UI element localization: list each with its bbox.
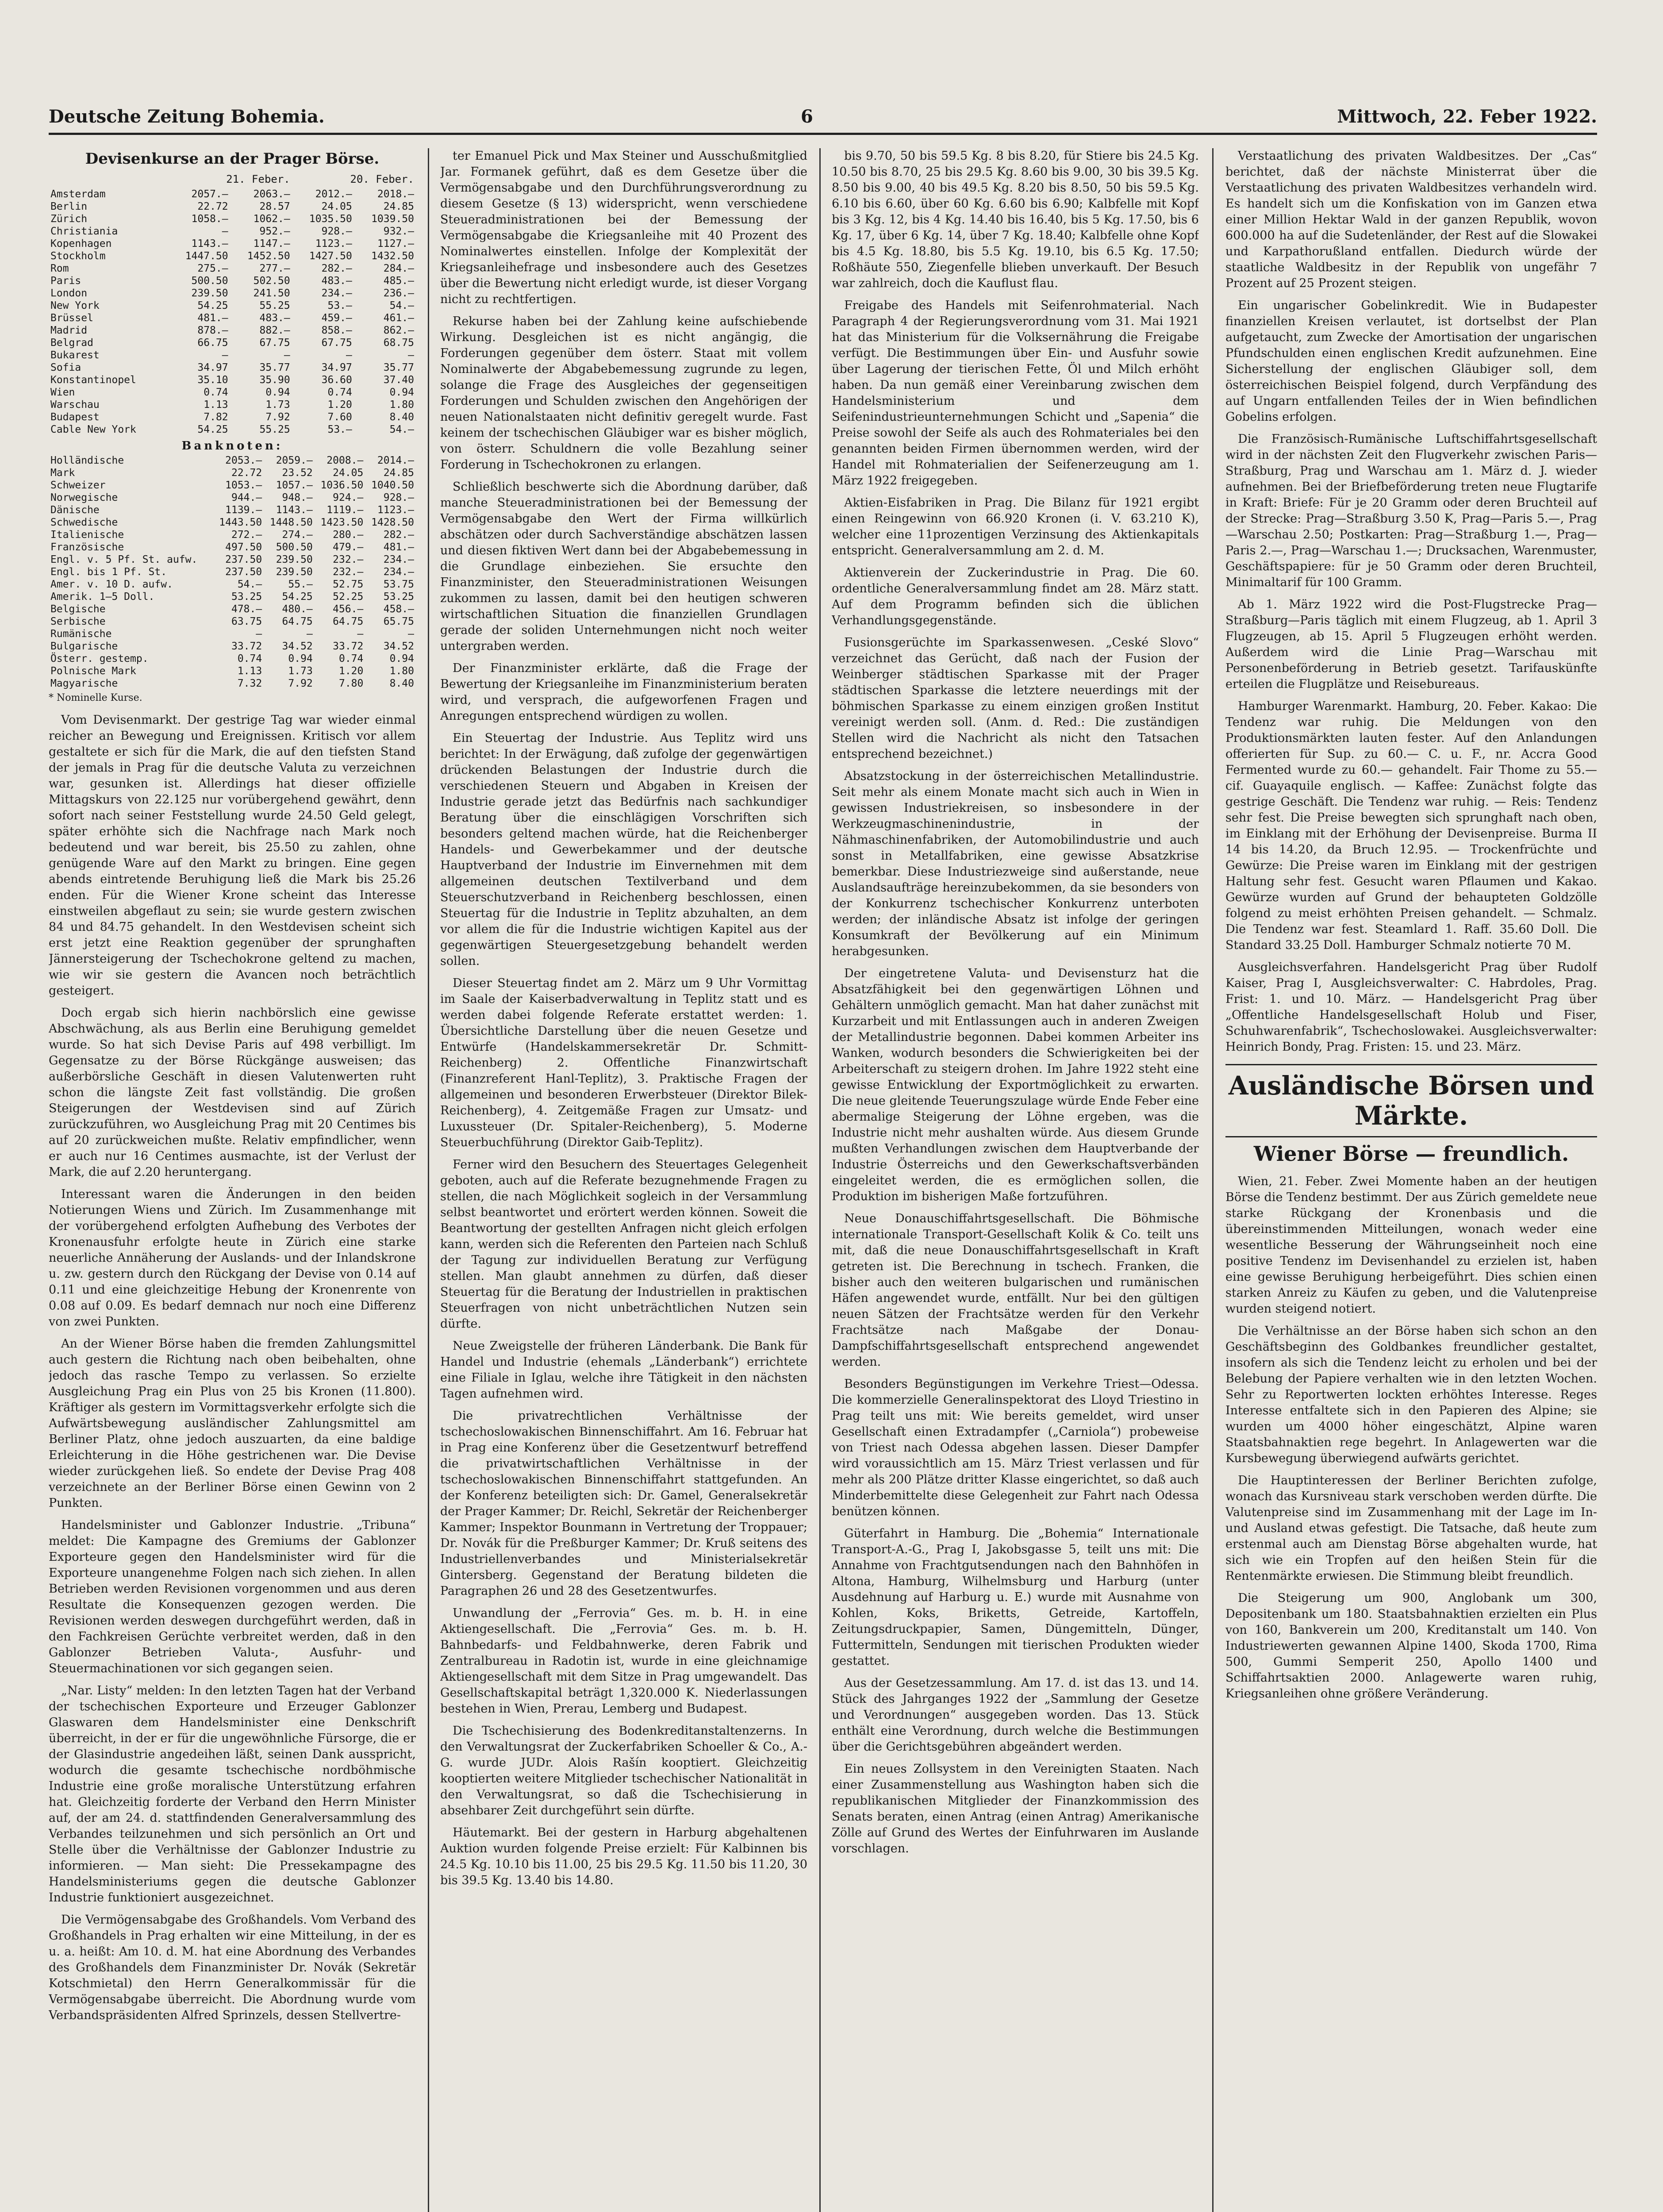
rate-value: 54.25 — [282, 591, 313, 603]
article-paragraph: Handelsminister und Gablonzer Industrie. „Tribuna“ meldet: Die Kampagne des Gremiums der Gablonzer Exporteure gegen den Handelsminister wird für die Exporteure unangenehme Folgen nach sich ziehen. In allen Betrieben werden Revisionen vorgenommen und aus deren Resultate die Konsequenzen gezogen werden. Die Revisionen werden deswegen durchgeführt werden, daß in den Fachkreisen Gerüchte verbreitet werden, daß in den Gablonzer Betrieben Valuta-, Ausfuhr- und Steuermachinationen vor sich gegangen seien. — [49, 1518, 416, 1675]
rate-value: 483.— — [321, 275, 352, 287]
rate-value: 1036.50 — [320, 480, 364, 491]
rate-value: 1.80 — [389, 399, 414, 411]
rate-value: 932.— — [383, 226, 414, 237]
issue-date: Mittwoch, 22. Feber 1922. — [1337, 106, 1597, 127]
rate-value: 55.25 — [259, 300, 290, 311]
rate-value: 1040.50 — [371, 480, 414, 491]
article-paragraph: Hamburger Warenmarkt. Hamburg, 20. Feber. Kakao: Die Tendenz war ruhig. Die Meldungen von den Produktionsmärkten lauten fester. Auf den Anlandungen offerierten für Sup. zu 60.— C. u. F., nr. Accra Good Fermented wurde zu 60.— gehandelt. Fair Thome zu 55.— cif. Guayaquile englisch. — Kaffee: Zunächst folgte das gestrige Geschäft. Die Tendenz war ruhig. — Reis: Tendenz sehr fest. Die Preise bewegten sich sprunghaft nach oben, im Einklang mit der Erhöhung der Devisenpreise. Burma II 14 bis 14.20, da Bruch 12.95. — Trockenfrüchte und Gewürze: Die Preise waren im Einklang mit der gestrigen Haltung sehr fest. Gesucht waren Pflaumen und Kakao. Gewürze wurden auf Grund der behaupteten Goldzölle folgend zu meist erhöhten Preisen gehandelt. — Schmalz. Die Tendenz war fest. Steamlard 1. Raff. 35.60 Doll. Die Standard 33.25 Doll. Hamburger Schmalz notierte 70 M. — [1225, 699, 1597, 952]
currency-name: Italienische — [50, 529, 124, 541]
rate-value: 239.50 — [191, 288, 228, 299]
rate-value: 948.— — [282, 492, 313, 503]
rate-value: 2053.— — [225, 455, 262, 466]
rate-value: 0.74 — [327, 387, 352, 398]
currency-name: Warschau — [50, 399, 100, 411]
rate-row — [49, 677, 416, 690]
rate-row — [49, 653, 416, 665]
rate-row — [49, 479, 416, 492]
article-paragraph: Die Hauptinteressen der Berliner Berichten zufolge, wonach das Kursniveau stark verschoben werden dürfte. Die Valutenpreise sind im Zusammenhang mit der Lage im In- und Ausland etwas gefestigt. Die Tatsache, daß heute zum erstenmal auch am Dienstag Börse abgehalten wurde, hat sich wie ein Tropfen auf den heißen Stein für die Rentenmärkte erwiesen. Die Stimmung bleibt freundlich. — [1225, 1474, 1597, 1583]
rate-value: 53.25 — [231, 591, 262, 603]
rate-value: 878.— — [197, 325, 228, 336]
rate-value: 53.— — [327, 424, 352, 435]
currency-name: Cable New York — [50, 424, 136, 435]
rate-value: 2018.— — [377, 188, 414, 200]
rate-row — [49, 566, 416, 578]
article-paragraph: Freigabe des Handels mit Seifenrohmaterial. Nach Paragraph 4 der Regierungsverordnung vom 31. Mai 1921 hat das Ministerium für die Volksernährung die Freigabe verfügt. Die Bestimmungen über Ein- und Ausfuhr sowie über Lagerung der tierischen Fette, Öl und Milch erhöht haben. Da nun gemäß einer Vereinbarung zwischen dem Handelsministerium und dem Seifenindustrieunternehmungen Schicht und „Sapenia“ die Preise sowohl der Seife als auch des Rohmateriales bei den genannten beiden Firmen übernommen werden, wird der Handel mit Rohmaterialien der Seifenerzeugung am 1. März 1922 freigegeben. — [832, 299, 1199, 488]
rate-row — [49, 553, 416, 566]
rate-value: 55.25 — [259, 424, 290, 435]
currency-name: Magyarische — [50, 678, 118, 689]
rate-value: 1058.— — [191, 213, 228, 225]
rate-value: 1039.50 — [371, 213, 414, 225]
rate-value: 2012.— — [315, 188, 352, 200]
rate-value: 1423.50 — [320, 517, 364, 528]
rate-value: 237.50 — [225, 566, 262, 578]
currency-name: Mark — [50, 467, 75, 479]
rate-row — [49, 188, 416, 200]
rate-value: 0.74 — [204, 387, 228, 398]
rate-value: 234.— — [321, 288, 352, 299]
rate-value: 232.— — [333, 566, 364, 578]
newspaper-page — [49, 106, 1597, 2212]
rate-value: 0.94 — [288, 653, 313, 664]
article-paragraph: Aus der Gesetzessammlung. Am 17. d. ist das 13. und 14. Stück des Jahrganges 1922 der „Sammlung der Gesetze und Verordnungen“ ausgegeben worden. Das 13. Stück enthält eine Verordnung, durch welche die Bestimmungen über die Gerichtsgebühren abgeändert werden. — [832, 1676, 1199, 1754]
rate-row — [49, 349, 416, 361]
rate-value: — — [357, 628, 364, 640]
rates-title: Devisenkurse an der Prager Börse. — [85, 150, 380, 168]
currency-name: Amsterdam — [50, 188, 106, 200]
currency-name: Rumänische — [50, 628, 112, 640]
rate-row — [49, 665, 416, 677]
rate-row — [49, 399, 416, 411]
article-paragraph: Der eingetretene Valuta- und Devisensturz hat die Absatzfähigkeit bei den gegenwärtigen Löhnen und Gehältern unmöglich gemacht. Man hat daher zunächst mit Kurzarbeit und mit Entlassungen auch in anderen Zweigen der Metallindustrie begonnen. Dabei kommen Arbeiter ins Wanken, wodurch besonders die Schwierigkeiten bei der Arbeiterschaft zu steigern drohen. Im Jahre 1922 steht eine gewisse Entwicklung der Exportmöglichkeit zu erwarten. Die neue gleitende Teuerungszulage würde Ende Feber eine abermalige Steigerung der Löhne ergeben, was die Industrie nicht mehr aushalten würde. Aus diesem Grunde mußten Verhandlungen zwischen dem Hauptverbande der Industrie Österreichs und den Gewerkschaftsverbänden eingeleitet werden, die es ermöglichen sollen, die Produktion im bisherigen Maße fortzuführen. — [832, 967, 1199, 1203]
rate-value: 53.75 — [383, 579, 414, 590]
column-rule — [819, 148, 821, 2212]
rate-value: 479.— — [333, 541, 364, 553]
column-1 — [49, 148, 416, 2212]
rate-value: 1.13 — [204, 399, 228, 411]
rate-value: 1062.— — [253, 213, 290, 225]
rate-row — [49, 529, 416, 541]
rate-row — [49, 225, 416, 238]
article-paragraph: Rekurse haben bei der Zahlung keine aufschiebende Wirkung. Desgleichen ist es nicht angängig, die Forderungen gegenüber dem österr. Staat mit vollem Nominalwerte der Abgabebemessung zugrunde zu legen, solange die Frage des Ausgleiches der gegenseitigen Forderungen und Schulden zwischen den Angehörigen der neuen Nationalstaaten nicht definitiv geregelt wurde. Fast keinem der tschechischen Gläubiger war es bisher möglich, von österr. Schuldnern die volle Bezahlung seiner Forderung in Tschechokronen zu erlangen. — [440, 315, 807, 472]
rate-value: 483.— — [259, 312, 290, 324]
rate-value: 280.— — [333, 529, 364, 541]
article-paragraph: Besonders Begünstigungen im Verkehre Triest—Odessa. Die kommerzielle Generalinspektorat des Lloyd Triestino in Prag teilt uns mit: Wie bereits gemeldet, wird unser Gesellschaft einen Extradampfer („Carniola“) probeweise von Triest nach Odessa abgehen lassen. Dieser Dampfer wird voraussichtlich am 15. März Triest verlassen und für mehr als 200 Plätze dritter Klasse eingerichtet, so daß auch Minderbemittelte diese Gelegenheit zur Fahrt nach Odessa benützen können. — [832, 1377, 1199, 1518]
article-paragraph: Die privatrechtlichen Verhältnisse der tschechoslowakischen Binnenschiffahrt. Am 16. Februar hat in Prag eine Konferenz über die Gesetzentwurf betreffend die privatwirtschaftlichen Verhältnisse in der tschechoslowakischen Binnenschiffahrt stattgefunden. An der Konferenz beteiligten sich: Dr. Gamel, Generalsekretär der Prager Kammer; Dr. Reichl, Sekretär der Reichenberger Kammer; Inspektor Bounmann in Vertretung der Troppauer; Dr. Novák für die Preßburger Kammer; Dr. Kruß seitens des Industriellenverbandes und Ministerialsekretär Gintersberg. Gegenstand der Beratung bildeten die Paragraphen 26 und 28 des Gesetzentwurfes. — [440, 1409, 807, 1598]
currency-name: Budapest — [50, 411, 100, 423]
rate-value: 35.77 — [259, 362, 290, 373]
rate-value: 1143.— — [191, 238, 228, 250]
rate-value: 8.40 — [389, 411, 414, 423]
rate-value: 24.05 — [333, 467, 364, 479]
currency-name: Madrid — [50, 325, 88, 336]
rate-row — [49, 504, 416, 516]
currency-name: Engl. v. 5 Pf. St. aufw. — [50, 554, 198, 565]
rate-row — [49, 423, 416, 436]
rate-value: 36.60 — [321, 374, 352, 386]
rate-value: 1123.— — [315, 238, 352, 250]
article-paragraph: Ein Steuertag der Industrie. Aus Teplitz wird uns berichtet: In der Erwägung, daß zufolge der gegenwärtigen drückenden Belastungen der Industrie durch die verschiedenen Steuern und Abgaben in Kreisen der Industrie gerade jetzt das Bedürfnis nach sachkundiger Beratung über die einschlägigen Vorschriften sich besonders geltend machen würde, hat die Reichenberger Handels- und Gewerbekammer und der deutsche Hauptverband der Industrie im Einvernehmen mit dem allgemeinen deutschen Textilverband und dem Steuerschutzverband in Reichenberg beschlossen, einen Steuertag für die Industrie in Teplitz abzuhalten, an dem vor allem die für die Industrie wichtigen Kapitel aus der gegenwärtigen Steuergesetzgebung behandelt werden sollen. — [440, 731, 807, 968]
rate-value: — — [408, 349, 414, 361]
rate-value: 1448.50 — [269, 517, 313, 528]
rate-value: 0.74 — [237, 653, 262, 664]
rate-row — [49, 492, 416, 504]
article-paragraph: Die Tschechisierung des Bodenkreditanstaltenzerns. In den Verwaltungsrat der Zuckerfabriken Schoeller & Co., A.-G. wurde JUDr. Alois Rašín kooptiert. Gleichzeitig kooptierten weitere Mitglieder tschechischer Nationalität in den Verwaltungsrat, so daß die Tschechisierung in absehbarer Zeit durchgeführt sein dürfte. — [440, 1724, 807, 1817]
rate-value: 54.25 — [197, 300, 228, 311]
rate-value: 284.— — [383, 263, 414, 274]
rate-row — [49, 603, 416, 615]
rate-value: 1447.50 — [185, 250, 228, 262]
article-paragraph: Fusionsgerüchte im Sparkassenwesen. „Ceské Slovo“ verzeichnet das Gerücht, daß nach der Fusion der Weinberger städtischen Sparkasse mit der Prager städtischen Sparkasse die letztere neuerdings mit der böhmischen Sparkasse zu einem einzigen großen Institut vereinigt werden soll. (Anm. d. Red.: Die zuständigen Stellen wird die Nachricht als nicht den Tatsachen entsprechend bezeichnet.) — [832, 636, 1199, 761]
rate-row — [49, 578, 416, 591]
rate-value: 952.— — [259, 226, 290, 237]
rate-value: 24.85 — [383, 467, 414, 479]
currency-name: Schweizer — [50, 480, 106, 491]
rate-value: 502.50 — [253, 275, 290, 287]
rate-value: 1427.50 — [309, 250, 352, 262]
currency-name: Serbische — [50, 616, 106, 627]
rate-value: 54.— — [389, 424, 414, 435]
article-paragraph: ter Emanuel Pick und Max Steiner und Ausschußmitglied Jar. Formanek geführt, daß es dem Gesetze über die Vermögensabgabe und den Durchführungsverordnung zu diesem Gesetze (§ 13) widerspricht, wenn verschiedene Steueradministrationen bei der Bemessung der Vermögensabgabe die Kriegsanleihe mit 40 Prozent des Nominalwertes einstellen. Infolge der Komplexität der Kriegsanleihefrage und insbesondere auch des Gesetzes über die Bewertung nicht erledigt wurde, ist dieser Vorgang nicht zu rechtfertigen. — [440, 149, 807, 306]
article-paragraph: Aktienverein der Zuckerindustrie in Prag. Die 60. ordentliche Generalversammlung findet am 28. März statt. Auf dem Programm befinden sich die üblichen Verhandlungsgegenstände. — [832, 566, 1199, 627]
rate-value: 1.73 — [288, 665, 313, 677]
article-paragraph: Die Vermögensabgabe des Großhandels. Vom Verband des Großhandels in Prag erhalten wir eine Mitteilung, in der es u. a. heißt: Am 10. d. M. hat eine Abordnung des Verbandes des Großhandels dem Finanzminister Dr. Novák (Sekretär Kotschmietal) den Herrn Generalkommissär für die Vermögensabgabe überreicht. Die Abordnung wurde vom Verbandspräsidenten Alfred Sprinzels, dessen Stellvertre- — [49, 1913, 416, 2022]
article-paragraph: „Nar. Listy“ melden: In den letzten Tagen hat der Verband der tschechischen Exporteure und Erzeuger Gablonzer Glaswaren dem Handelsminister eine Denkschrift überreicht, in der er für die ungewöhnliche Fürsorge, die er der Glasindustrie angedeihen läßt, seinen Dank ausspricht, wodurch die gesamte tschechische nordböhmische Industrie eine große moralische Unterstützung erfahren hat. Gleichzeitig forderte der Verband den Herrn Minister auf, der am 24. d. stattfindenden Generalversammlung des Verbandes teilzunehmen und sich persönlich an Ort und Stelle über die Verhältnisse der Gablonzer Industrie zu informieren. — Man sieht: Die Pressekampagne des Handelsministeriums gegen die deutsche Gablonzer Industrie funktioniert ausgezeichnet. — [49, 1684, 416, 1905]
rate-value: 928.— — [321, 226, 352, 237]
currency-name: Berlin — [50, 201, 88, 212]
rate-row — [49, 516, 416, 529]
rate-value: 239.50 — [276, 566, 313, 578]
rate-value: 458.— — [383, 603, 414, 615]
rate-value: 65.75 — [383, 616, 414, 627]
rate-value: 8.40 — [389, 678, 414, 689]
currency-name: Sofia — [50, 362, 81, 373]
rate-value: 478.— — [231, 603, 262, 615]
date-header-2: 20. Feber. — [350, 173, 414, 185]
article-paragraph: Dieser Steuertag findet am 2. März um 9 Uhr Vormittag im Saale der Kaiserbadverwaltung in Teplitz statt und es werden dabei folgende Referate erstattet werden: 1. Übersichtliche Darstellung über die neuen Gesetze und Entwürfe (Handelskammersekretär Dr. Schmitt-Reichenberg) 2. Offentliche Finanzwirtschaft (Finanzreferent Hanl-Teplitz), 3. Praktische Fragen der allgemeinen und besonderen Erwerbsteuer (Direktor Bilek-Reichenberg), 4. Zeitgemäße Fragen zur Umsatz- und Luxussteuer (Dr. Spitaler-Reichenberg), 5. Moderne Steuerbuchführung (Direktor Gaib-Teplitz). — [440, 976, 807, 1149]
rate-row — [49, 324, 416, 337]
rate-value: 274.— — [282, 529, 313, 541]
rate-value: 1035.50 — [309, 213, 352, 225]
rate-value: 34.52 — [383, 641, 414, 652]
rate-value: 1139.— — [225, 504, 262, 516]
rate-value: 1428.50 — [371, 517, 414, 528]
page-number: 6 — [801, 106, 813, 127]
rate-value: 64.75 — [333, 616, 364, 627]
rate-value: 0.94 — [265, 387, 290, 398]
article-paragraph: bis 9.70, 50 bis 59.5 Kg. 8 bis 8.20, für Stiere bis 24.5 Kg. 10.50 bis 8.70, 25 bis 29.5 Kg. 8.60 bis 9.00, 30 bis 39.5 Kg. 8.50 bis 9.00, 40 bis 49.5 Kg. 8.20 bis 8.50, 50 bis 59.5 Kg. 6.10 bis 6.60, über 60 Kg. 6.60 bis 6.90; Kalbfelle mit Kopf bis 3 Kg. 12, bis 4 Kg. 14.40 bis 16.40, bis 5 Kg. 17.50, bis 6 Kg. 17, über 6 Kg. 14, über 7 Kg. 18.40; Kalbfelle ohne Kopf bis 4.5 Kg. 18.80, bis 5.5 Kg. 19.10, bis 6.5 Kg. 17.50; Roßhäute 550, Ziegenfelle blieben unverkauft. Der Besuch war zahlreich, doch die Kauflust flau. — [832, 149, 1199, 290]
rate-value: 67.75 — [259, 337, 290, 349]
currency-name: Zürich — [50, 213, 88, 225]
rate-row — [49, 615, 416, 628]
column-2 — [440, 148, 807, 2212]
rates-footnote: * Nominelle Kurse. — [49, 692, 142, 703]
rate-row — [49, 411, 416, 423]
rate-value: 34.97 — [321, 362, 352, 373]
currency-name: Norwegische — [50, 492, 118, 503]
rate-value: 1.20 — [338, 665, 364, 677]
rate-row — [49, 287, 416, 300]
rate-value: 1443.50 — [219, 517, 262, 528]
article-paragraph: Unwandlung der „Ferrovia“ Ges. m. b. H. in eine Aktiengesellschaft. Die „Ferrovia“ Ges. m. b. H. Bahnbedarfs- und Feldbahnwerke, deren Fabrik und Zentralbureau in Radotin ist, wurde in eine gleichnamige Aktiengesellschaft mit dem Sitze in Prag umgewandelt. Das Gesellschaftskapital beträgt 1,320.000 K. Niederlassungen bestehen in Wien, Prerau, Lemberg und Budapest. — [440, 1606, 807, 1716]
currency-name: Französische — [50, 541, 124, 553]
rate-value: 24.05 — [321, 201, 352, 212]
article-paragraph: Die Französisch-Rumänische Luftschiffahrtsgesellschaft wird in der nächsten Zeit den Flugverkehr zwischen Paris—Straßburg, Prag und Warschau am 1. März d. J. wieder aufnehmen. Bei der Briefbeförderung treten neue Flugtarife in Kraft: Briefe: Für je 20 Gramm oder deren Bruchteil auf der Strecke: Prag—Straßburg 3.50 K, Prag—Paris 5.—, Prag—Warschau 2.50; Postkarten: Prag—Straßburg 1.—, Prag—Paris 2.—, Prag—Warschau 1.—; Drucksachen, Warenmuster, Geschäftspapiere: für je 50 Gramm oder deren Bruchteil, Minimaltarif für 100 Gramm. — [1225, 432, 1597, 589]
rate-value: 7.92 — [288, 678, 313, 689]
rate-value: 7.80 — [338, 678, 364, 689]
currency-name: Paris — [50, 275, 81, 287]
article-paragraph: Güterfahrt in Hamburg. Die „Bohemia“ Internationale Transport-A.-G., Prag I, Jakobsgasse 5, teilt uns mit: Die Annahme von Frachtgutsendungen nach den Bahnhöfen in Altona, Hamburg, Wilhelmsburg und Harburg (unter Ausdehnung auf Harburg u. E.) wurde mit Ausnahme von Kohlen, Koks, Briketts, Getreide, Kartoffeln, Zeitungsdruckpapier, Samen, Düngemitteln, Dünger, Futtermitteln, Sendungen mit tierischen Produkten wieder gestattet. — [832, 1527, 1199, 1668]
rate-value: 239.50 — [276, 554, 313, 565]
rate-value: 485.— — [383, 275, 414, 287]
currency-name: Bukarest — [50, 349, 100, 361]
rate-value: 1.80 — [389, 665, 414, 677]
rate-value: 480.— — [282, 603, 313, 615]
rate-value: 237.50 — [225, 554, 262, 565]
rate-value: 52.25 — [333, 591, 364, 603]
article-paragraph: Ein neues Zollsystem in den Vereinigten Staaten. Nach einer Zusammenstellung aus Washington haben sich die republikanischen Mitglieder der Finanzkommission des Senats beraten, einen Antrag (einen Antrag) Amerikanische Zölle auf Grund des Wertes der Einfuhrwaren im Auslande vorschlagen. — [832, 1762, 1199, 1855]
rate-row — [49, 337, 416, 349]
currency-name: Rom — [50, 263, 69, 274]
rate-value: 500.50 — [191, 275, 228, 287]
rate-row — [49, 454, 416, 467]
article-paragraph: Ausgleichsverfahren. Handelsgericht Prag über Rudolf Kaiser, Prag I, Ausgleichsverwalter: C. Habrdoles, Prag. Frist: 1. und 10. März. — Handelsgericht Prag über „Offentliche Handelsgesellschaft Holub und Fiser, Schuhwarenfabrik“, Tschechoslowakei. Ausgleichsverwalter: Heinrich Bondy, Prag. Fristen: 15. und 23. März. — [1225, 960, 1597, 1054]
rate-value: 862.— — [383, 325, 414, 336]
currency-name: Bulgarische — [50, 641, 118, 652]
rate-value: 7.32 — [237, 678, 262, 689]
article-paragraph: Die Verhältnisse an der Börse haben sich schon an den Geschäftsbeginn des Goldbankes freundlicher gestaltet, insofern als sich die Tendenz leicht zu erholen und bei der Belebung der Papiere verhalten wie in den letzten Wochen. Sehr zu Reportwerten lockten erhöhtes Interesse. Reges Interesse entfaltete sich in den Papieren des Alpine; sie wurden um 4000 höher eingeschätzt, Alpine waren Staatsbahnaktien rege begehrt. In Anlagewerten war die Kursbewegung überwiegend aufwärts gerichtet. — [1225, 1324, 1597, 1465]
rate-value: — — [284, 349, 290, 361]
rate-value: 1432.50 — [371, 250, 414, 262]
rate-value: 1.20 — [327, 399, 352, 411]
article-paragraph: Neue Zweigstelle der früheren Länderbank. Die Bank für Handel und Industrie (ehemals „Länderbank“) errichtete eine Filiale in Iglau, welche ihre Tätigkeit in den nächsten Tagen aufnehmen wird. — [440, 1339, 807, 1401]
rate-row — [49, 312, 416, 324]
rate-value: 23.52 — [282, 467, 313, 479]
rate-value: 1057.— — [276, 480, 313, 491]
rate-value: 459.— — [321, 312, 352, 324]
rates-header-row — [49, 172, 416, 188]
article-paragraph: Häutemarkt. Bei der gestern in Harburg abgehaltenen Auktion wurden folgende Preise erzielt: Für Kalbinnen bis 24.5 Kg. 10.10 bis 11.00, 25 bis 29.5 Kg. 11.50 bis 11.20, 30 bis 39.5 Kg. 13.40 bis 14.80. — [440, 1826, 807, 1887]
rate-value: 1053.— — [225, 480, 262, 491]
rate-value: 54.— — [237, 579, 262, 590]
currency-name: Kopenhagen — [50, 238, 112, 250]
rate-value: 54.25 — [197, 424, 228, 435]
article-paragraph: Aktien-Eisfabriken in Prag. Die Bilanz für 1921 ergibt einen Reingewinn von 66.920 Kronen (i. V. 63.210 K), welcher eine 11prozentigen Verzinsung des Aktienkapitals entspricht. Generalversammlung am 2. d. M. — [832, 496, 1199, 557]
rate-value: 882.— — [259, 325, 290, 336]
date-header-1: 21. Feber. — [226, 173, 290, 185]
rate-row — [49, 386, 416, 399]
rate-value: 234.— — [383, 554, 414, 565]
rate-value: 66.75 — [197, 337, 228, 349]
rate-value: 7.82 — [204, 411, 228, 423]
article-paragraph: Ferner wird den Besuchern des Steuertages Gelegenheit geboten, auch auf die Referate bezugnehmende Fragen zu stellen, die nach Möglichkeit sogleich in der Versammlung selbst beantwortet und erörtert werden können. Soweit die Beantwortung der gestellten Anfragen nicht gleich erfolgen kann, werden sich die Referenten den Parteien nach Schluß der Tagung zur individuellen Beratung zur Verfügung stellen. Man glaubt annehmen zu dürfen, daß dieser Steuertag für die Beratung der Industriellen in praktischen Steuerfragen von nicht unbeträchtlichen Nutzen sein dürfte. — [440, 1158, 807, 1331]
rate-value: — — [222, 349, 228, 361]
column-rule — [1212, 148, 1214, 2212]
rate-value: 0.74 — [338, 653, 364, 664]
currency-name: Dänische — [50, 504, 100, 516]
rate-value: 2008.— — [326, 455, 364, 466]
rate-value: 282.— — [383, 529, 414, 541]
vienna-exchange-headline: Wiener Börse — freundlich. — [1253, 1142, 1569, 1166]
rate-value: 53.25 — [383, 591, 414, 603]
rate-value: 1452.50 — [247, 250, 290, 262]
article-paragraph: Neue Donauschiffahrtsgesellschaft. Die Böhmische internationale Transport-Gesellschaft Kolik & Co. teilt uns mit, daß die neue Donauschiffahrtsgesellschaft in Kraft getreten ist. Die Berechnung in tschech. Franken, die bisher auch den weiteren bulgarischen und rumänischen Häfen angewendet wurde, entfällt. Nur bei den gültigen neuen Sätzen der Frachtsätze werden für den Verkehr Frachtsätze nach Maßgabe der Donau-Dampfschiffahrtsgesellschaft entsprechend angewendet werden. — [832, 1212, 1199, 1369]
rate-row — [49, 467, 416, 479]
currency-name: Belgische — [50, 603, 106, 615]
article-paragraph: Der Finanzminister erklärte, daß die Frage der Bewertung der Kriegsanleihe im Finanzministerium beraten wird, und versprach, die aufgeworfenen Fragen und Anregungen entsprechend würdigen zu wollen. — [440, 661, 807, 723]
currency-name: Polnische Mark — [50, 665, 136, 677]
rate-value: 2059.— — [276, 455, 313, 466]
rate-value: 34.52 — [282, 641, 313, 652]
currency-name: Engl. bis 1 Pf. St. — [50, 566, 167, 578]
rate-value: 272.— — [231, 529, 262, 541]
rate-value: — — [306, 628, 313, 640]
rate-value: 236.— — [383, 288, 414, 299]
rate-value: 1143.— — [276, 504, 313, 516]
currency-name: Konstantinopel — [50, 374, 136, 386]
article-paragraph: Die Steigerung um 900, Anglobank um 300, Depositenbank um 180. Staatsbahnaktien erzielten ein Plus von 160, Bankverein um 200, Kreditanstalt um 140. Von Industriewerten gewannen Alpine 1400, Skoda 1700, Rima 500, Gummi Semperit 250, Apollo 1400 und Schiffahrtsaktien 2000. Anlagewerte waren ruhig, Kriegsanleihen ohne größere Veränderung. — [1225, 1591, 1597, 1701]
currency-name: Schwedische — [50, 517, 118, 528]
article-paragraph: Ab 1. März 1922 wird die Post-Flugstrecke Prag—Straßburg—Paris täglich mit einem Flugzeug, ab 1. April 3 Flugzeugen, ab 15. April 5 Flugzeugen erhöht werden. Außerdem wird die Linie Prag—Warschau mit Personenbeförderung in Betrieb gesetzt. Tarifauskünfte erteilen die Flugplätze und Reisebureaus. — [1225, 598, 1597, 691]
rate-value: 481.— — [383, 541, 414, 553]
rate-value: 24.85 — [383, 201, 414, 212]
rate-value: 33.72 — [333, 641, 364, 652]
rate-value: 7.92 — [265, 411, 290, 423]
rate-row — [49, 250, 416, 262]
rate-row — [49, 300, 416, 312]
banknotes-table — [49, 454, 416, 690]
rate-value: 52.75 — [333, 579, 364, 590]
rate-value: 22.72 — [231, 467, 262, 479]
section-title-foreign-markets: Ausländische Börsen und Märkte. — [1225, 1064, 1597, 1137]
rate-value: 63.75 — [231, 616, 262, 627]
article-paragraph: Doch ergab sich hierin nachbörslich eine gewisse Abschwächung, als aus Berlin eine Beruhigung gemeldet wurde. So hat sich Devise Paris auf 498 verbilligt. Im Gegensatze zu der Börse Rückgänge ausweisen; das außerbörsliche Geschäft in diesen Valutenwerten ruht schon die längste Zeit fast vollständig. Die großen Steigerungen der Westdevisen sind auf Zürich zurückzuführen, wo Ausgleichung Prag mit 20 Centimes bis auf 20 zurückweichen mußte. Relativ empfindlicher, wenn er auch nur 16 Centimes ausmachte, ist der Verlust der Mark, die auf 2.20 heruntergang. — [49, 1006, 416, 1179]
rate-value: 275.— — [197, 263, 228, 274]
currency-name: Holländische — [50, 455, 124, 466]
rate-value: 35.90 — [259, 374, 290, 386]
rate-value: 33.72 — [231, 641, 262, 652]
rate-value: 1.13 — [237, 665, 262, 677]
currency-name: New York — [50, 300, 100, 311]
rate-value: 22.72 — [197, 201, 228, 212]
rate-value: 456.— — [333, 603, 364, 615]
rate-row — [49, 591, 416, 603]
rate-value: 1.73 — [265, 399, 290, 411]
rate-value: 37.40 — [383, 374, 414, 386]
article-paragraph: Ein ungarischer Gobelinkredit. Wie in Budapester finanziellen Kreisen verlautet, ist dortselbst der Plan aufgetaucht, zum Zwecke der Amortisation der ungarischen Pfundschulden einen englischen Kredit aufzunehmen. Eine Sicherstellung der englischen Gläubiger soll, dem österreichischen Beispiel folgend, durch Verpfändung des auf Ungarn entfallenden Teiles der in Wien befindlichen Gobelins erfolgen. — [1225, 299, 1597, 424]
currency-name: Stockholm — [50, 250, 106, 262]
rate-row — [49, 628, 416, 640]
currency-name: Amerik. 1—5 Doll. — [50, 591, 155, 603]
rate-value: 34.97 — [197, 362, 228, 373]
rate-value: — — [408, 628, 414, 640]
rate-value: 53.— — [327, 300, 352, 311]
rate-row — [49, 262, 416, 275]
rate-row — [49, 640, 416, 653]
rate-value: 35.10 — [197, 374, 228, 386]
rate-value: 0.94 — [389, 653, 414, 664]
rate-value: 500.50 — [276, 541, 313, 553]
rate-value: 0.94 — [389, 387, 414, 398]
rate-value: 282.— — [321, 263, 352, 274]
rate-value: 1127.— — [377, 238, 414, 250]
rate-value: 461.— — [383, 312, 414, 324]
article-paragraph: An der Wiener Börse haben die fremden Zahlungsmittel auch gestern die Richtung nach oben beibehalten, ohne jedoch das rasche Tempo zu verlassen. So erzielte Ausgleichung Prag ein Plus von 25 bis Kronen (11.800). Kräftiger als gestern im Vormittagsverkehr erfolgte sich die Aufwärtsbewegung ausländischer Zahlungsmittel am Berliner Platz, ohne jedoch auszuarten, da eine baldige Erleichterung in die Höhe gestrichenen war. Die Devise wieder zurückgehen ließ. So endete der Devise Prag 408 verzeichnete an der Berliner Börse einen Gewinn von 2 Punkten. — [49, 1337, 416, 1510]
rate-value: — — [222, 226, 228, 237]
article-paragraph: Absatzstockung in der österreichischen Metallindustrie. Seit mehr als einem Monate macht sich auch in Wien in gewissen Industriekreisen, so insbesondere in der Werkzeugmaschinenindustrie, in der Nähmaschinenfabriken, der Automobilindustrie und auch sonst in Metallfabriken, eine gewisse Absatzkrise bemerkbar. Diese Industriezweige sind außerstande, neue Auslandsaufträge hereinzubekommen, da sie besonders von der Konkurrenz tschechischer Konkurrenz unterboten werden; der inländische Absatz ist infolge der geringen Konsumkraft der Bevölkerung auf ein Minimum herabgesunken. — [832, 769, 1199, 958]
rate-value: 2014.— — [377, 455, 414, 466]
rate-value: 481.— — [197, 312, 228, 324]
rate-value: 1119.— — [326, 504, 364, 516]
currency-name: Brüssel — [50, 312, 93, 324]
rate-value: 35.77 — [383, 362, 414, 373]
rate-value: 1147.— — [253, 238, 290, 250]
column-3 — [832, 148, 1199, 2212]
rate-value: 924.— — [333, 492, 364, 503]
currency-name: Amer. v. 10 D. aufw. — [50, 579, 173, 590]
currency-name: Österr. gestemp. — [50, 653, 149, 664]
rate-value: 54.— — [389, 300, 414, 311]
rate-row — [49, 200, 416, 213]
rate-value: 241.50 — [253, 288, 290, 299]
article-paragraph: Wien, 21. Feber. Zwei Momente haben an der heutigen Börse die Tendenz bestimmt. Der aus Zürich gemeldete neue starke Rückgang der Kronenbasis und die übereinstimmenden Mitteilungen, wonach weder eine wesentliche Besserung der Währungseinheit noch eine positive Tendenz im Devisenhandel zu erzielen ist, haben eine gewisse Beruhigung herbeigeführt. Dies schien einen starken Anreiz zu Käufen zu geben, und die Valutenpreise wurden steigend notiert. — [1225, 1175, 1597, 1316]
rate-value: 1123.— — [377, 504, 414, 516]
rate-value: — — [346, 349, 352, 361]
rate-value: 64.75 — [282, 616, 313, 627]
currency-name: London — [50, 288, 88, 299]
rate-value: 232.— — [333, 554, 364, 565]
currency-name: Christiania — [50, 226, 118, 237]
banknotes-heading: Banknoten: — [181, 439, 283, 453]
rate-row — [49, 541, 416, 553]
rate-value: 234.— — [383, 566, 414, 578]
rate-value: 55.— — [288, 579, 313, 590]
exchange-rates-table — [49, 172, 416, 436]
rate-value: 7.60 — [327, 411, 352, 423]
currency-name: Belgrad — [50, 337, 93, 349]
rate-value: — — [256, 628, 262, 640]
rate-value: 944.— — [231, 492, 262, 503]
masthead-title: Deutsche Zeitung Bohemia. — [49, 106, 325, 127]
rate-row — [49, 374, 416, 386]
rate-value: 67.75 — [321, 337, 352, 349]
article-paragraph: Verstaatlichung des privaten Waldbesitzes. Der „Cas“ berichtet, daß der nächste Ministerrat über die Verstaatlichung des privaten Waldbesitzes verhandeln wird. Es handelt sich um die Konfiskation von im Ganzen etwa einer Million Hektar Wald in der ganzen Republik, wovon 600.000 ha auf die Sudetenländer, der Rest auf die Slowakei und Karpathorußland entfallen. Diedurch würde der staatliche Waldbesitz in der Republik von ungefähr 7 Prozent auf 25 Prozent steigen. — [1225, 149, 1597, 290]
currency-name: Wien — [50, 387, 75, 398]
rate-row — [49, 275, 416, 287]
rate-value: 858.— — [321, 325, 352, 336]
rate-value: 928.— — [383, 492, 414, 503]
rate-value: 497.50 — [225, 541, 262, 553]
article-paragraph: Interessant waren die Änderungen in den beiden Notierungen Wiens und Zürich. Im Zusammenhange mit der vorübergehend erfolgten Aufhebung des Verbotes der Kronenausfuhr erfolgte heute in Zürich eine starke neuerliche Annäherung der Auslands- und der Inlandskrone u. zw. gestern durch den Rückgang der Devise von 0.14 auf 0.11 und eine gleichzeitige Hebung der Kronenrente von 0.08 auf 0.09. Es bedarf demnach nur noch eine Differenz von zwei Punkten. — [49, 1187, 416, 1329]
rate-value: 28.57 — [259, 201, 290, 212]
rate-value: 2063.— — [253, 188, 290, 200]
article-paragraph: Vom Devisenmarkt. Der gestrige Tag war wieder einmal reicher an Bewegung und Ereignissen. Kritisch vor allem gestaltete er sich für die Mark, die auf den tiefsten Stand der jemals in Prag für die deutsche Valuta zu verzeichnen war, gesunken ist. Allerdings hat dieser offizielle Mittagskurs von 22.125 nur vorübergehend gewährt, denn sofort nach seiner Feststellung wurde 24.50 Geld gelegt, später erhöhte sich die Nachfrage nach Mark noch bedeutend und war bereit, bis 25.50 zu zahlen, ohne genügende Ware auf den Markt zu bringen. Eine gegen abends eintretende Beruhigung ließ die Mark bis 25.26 enden. Für die Wiener Krone scheint das Interesse einstweilen abgeflaut zu sein; sie wurde gestern zwischen 84 und 84.75 gehandelt. In den Westdevisen scheint sich erst jetzt eine Reaktion gegenüber der sprunghaften Jännersteigerung der Tschechokrone geltend zu machen, wie wir sie gestern die Avancen noch beträchtlich gesteigert. — [49, 713, 416, 998]
rate-value: 277.— — [259, 263, 290, 274]
running-head — [49, 106, 1597, 135]
rate-row — [49, 238, 416, 250]
rate-value: 68.75 — [383, 337, 414, 349]
rate-row — [49, 213, 416, 225]
column-4 — [1225, 148, 1597, 2212]
column-rule — [428, 148, 429, 2212]
article-paragraph: Schließlich beschwerte sich die Abordnung darüber, daß manche Steueradministrationen bei der Bemessung der Vermögensabgabe den Wert der Firma willkürlich abschätzen oder durch Sachverständige abschätzen lassen und diesen fiktiven Wert dann bei der Abgabebemessung in die Grundlage einbeziehen. Sie ersuchte den Finanzminister, den Steueradministrationen Weisungen zukommen zu lassen, damit bei den heutigen schweren wirtschaftlichen Situation die finanziellen Grundlagen gerade der soliden Unternehmungen nicht noch weiter untergraben werden. — [440, 480, 807, 653]
rate-row — [49, 361, 416, 374]
rate-value: 2057.— — [191, 188, 228, 200]
